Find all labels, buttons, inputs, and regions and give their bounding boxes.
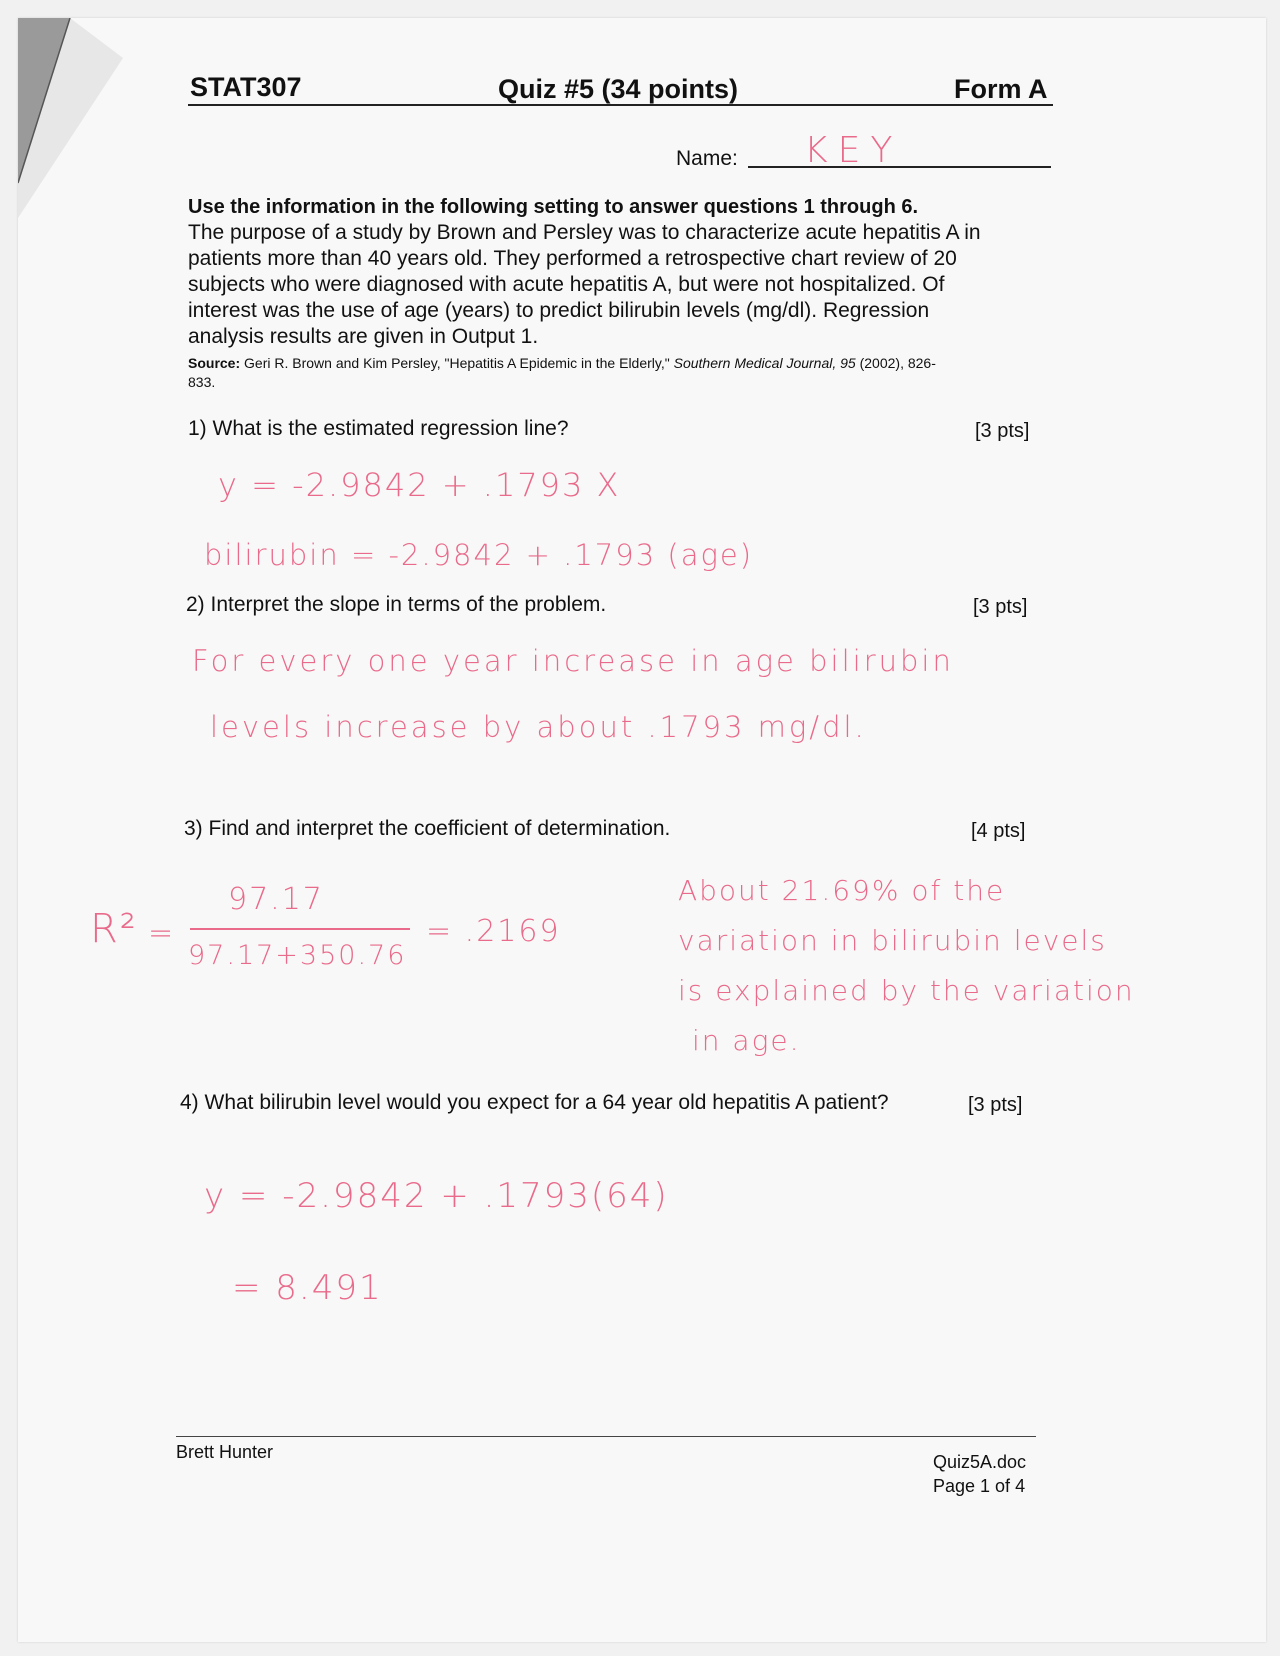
quiz-page — [18, 18, 1266, 1642]
footer-rule — [176, 1436, 1036, 1437]
source-tail: (2002), 826- — [855, 355, 936, 371]
source-label: Source: — [188, 355, 241, 371]
answer-4-line-2: = 8.491 — [232, 1268, 383, 1308]
setting-instruction: Use the information in the following setting to answer questions 1 through 6. — [188, 196, 919, 218]
fraction-bar — [190, 928, 410, 930]
answer-3-interpretation — [678, 866, 1135, 1066]
answer-3-result: = .2169 — [426, 914, 561, 949]
quiz-title: Quiz #5 (34 points) — [498, 74, 739, 104]
source-line2: 833. — [188, 374, 216, 390]
course-code: STAT307 — [190, 72, 302, 102]
name-value: KEY — [804, 130, 903, 171]
interpretation-line: in age. — [692, 1024, 801, 1057]
footer-filename: Quiz5A.doc — [933, 1452, 1027, 1472]
setting-line: patients more than 40 years old. They performed a retrospective chart review of 20 — [188, 247, 957, 270]
setting-line: interest was the use of age (years) to predict bilirubin levels (mg/dl). Regression — [188, 299, 930, 322]
answer-2-line-1: For every one year increase in age bilirubin — [192, 644, 954, 678]
answer-3-denominator: 97.17+350.76 — [188, 940, 407, 971]
question-1: 1) What is the estimated regression line? — [188, 417, 569, 440]
answer-1-line-2: bilirubin = -2.9842 + .1793 (age) — [204, 538, 754, 572]
form-label: Form A — [954, 74, 1048, 104]
interpretation-line: is explained by the variation — [678, 974, 1135, 1007]
setting-line: subjects who were diagnosed with acute hepatitis A, but were not hospitalized. Of — [188, 273, 945, 296]
answer-3-r2-label: R² — [90, 906, 138, 952]
question-3: 3) Find and interpret the coefficient of determination. — [184, 817, 671, 840]
question-1-points: [3 pts] — [975, 420, 1030, 442]
question-4-points: [3 pts] — [968, 1094, 1023, 1116]
footer-page-number: Page 1 of 4 — [933, 1476, 1026, 1496]
name-label: Name: — [676, 147, 738, 170]
setting-paragraph — [188, 220, 981, 350]
source-text: Geri R. Brown and Kim Persley, "Hepatitis A Epidemic in the Elderly," — [240, 355, 674, 371]
question-2-points: [3 pts] — [973, 596, 1028, 618]
source-citation — [188, 354, 936, 392]
folded-corner — [18, 18, 158, 218]
footer-file-info — [933, 1450, 1026, 1498]
setting-line: analysis results are given in Output 1. — [188, 325, 539, 348]
answer-4-line-1: y = -2.9842 + .1793(64) — [204, 1176, 669, 1216]
question-4: 4) What bilirubin level would you expect for a 64 year old hepatitis A patient? — [180, 1091, 889, 1114]
source-journal: Southern Medical Journal, 95 — [673, 355, 856, 371]
answer-1-line-1: y = -2.9842 + .1793 X — [218, 466, 621, 504]
answer-3-numerator: 97.17 — [228, 882, 324, 917]
question-3-points: [4 pts] — [971, 820, 1026, 842]
answer-2-line-2: levels increase by about .1793 mg/dl. — [210, 710, 867, 744]
footer-author: Brett Hunter — [176, 1442, 274, 1462]
interpretation-line: variation in bilirubin levels — [678, 924, 1107, 957]
answer-3-equals: = — [148, 916, 176, 951]
interpretation-line: About 21.69% of the — [678, 874, 1006, 907]
header-rule — [188, 104, 1053, 106]
question-2: 2) Interpret the slope in terms of the problem. — [186, 593, 607, 616]
setting-line: The purpose of a study by Brown and Persley was to characterize acute hepatitis A in — [188, 221, 981, 244]
